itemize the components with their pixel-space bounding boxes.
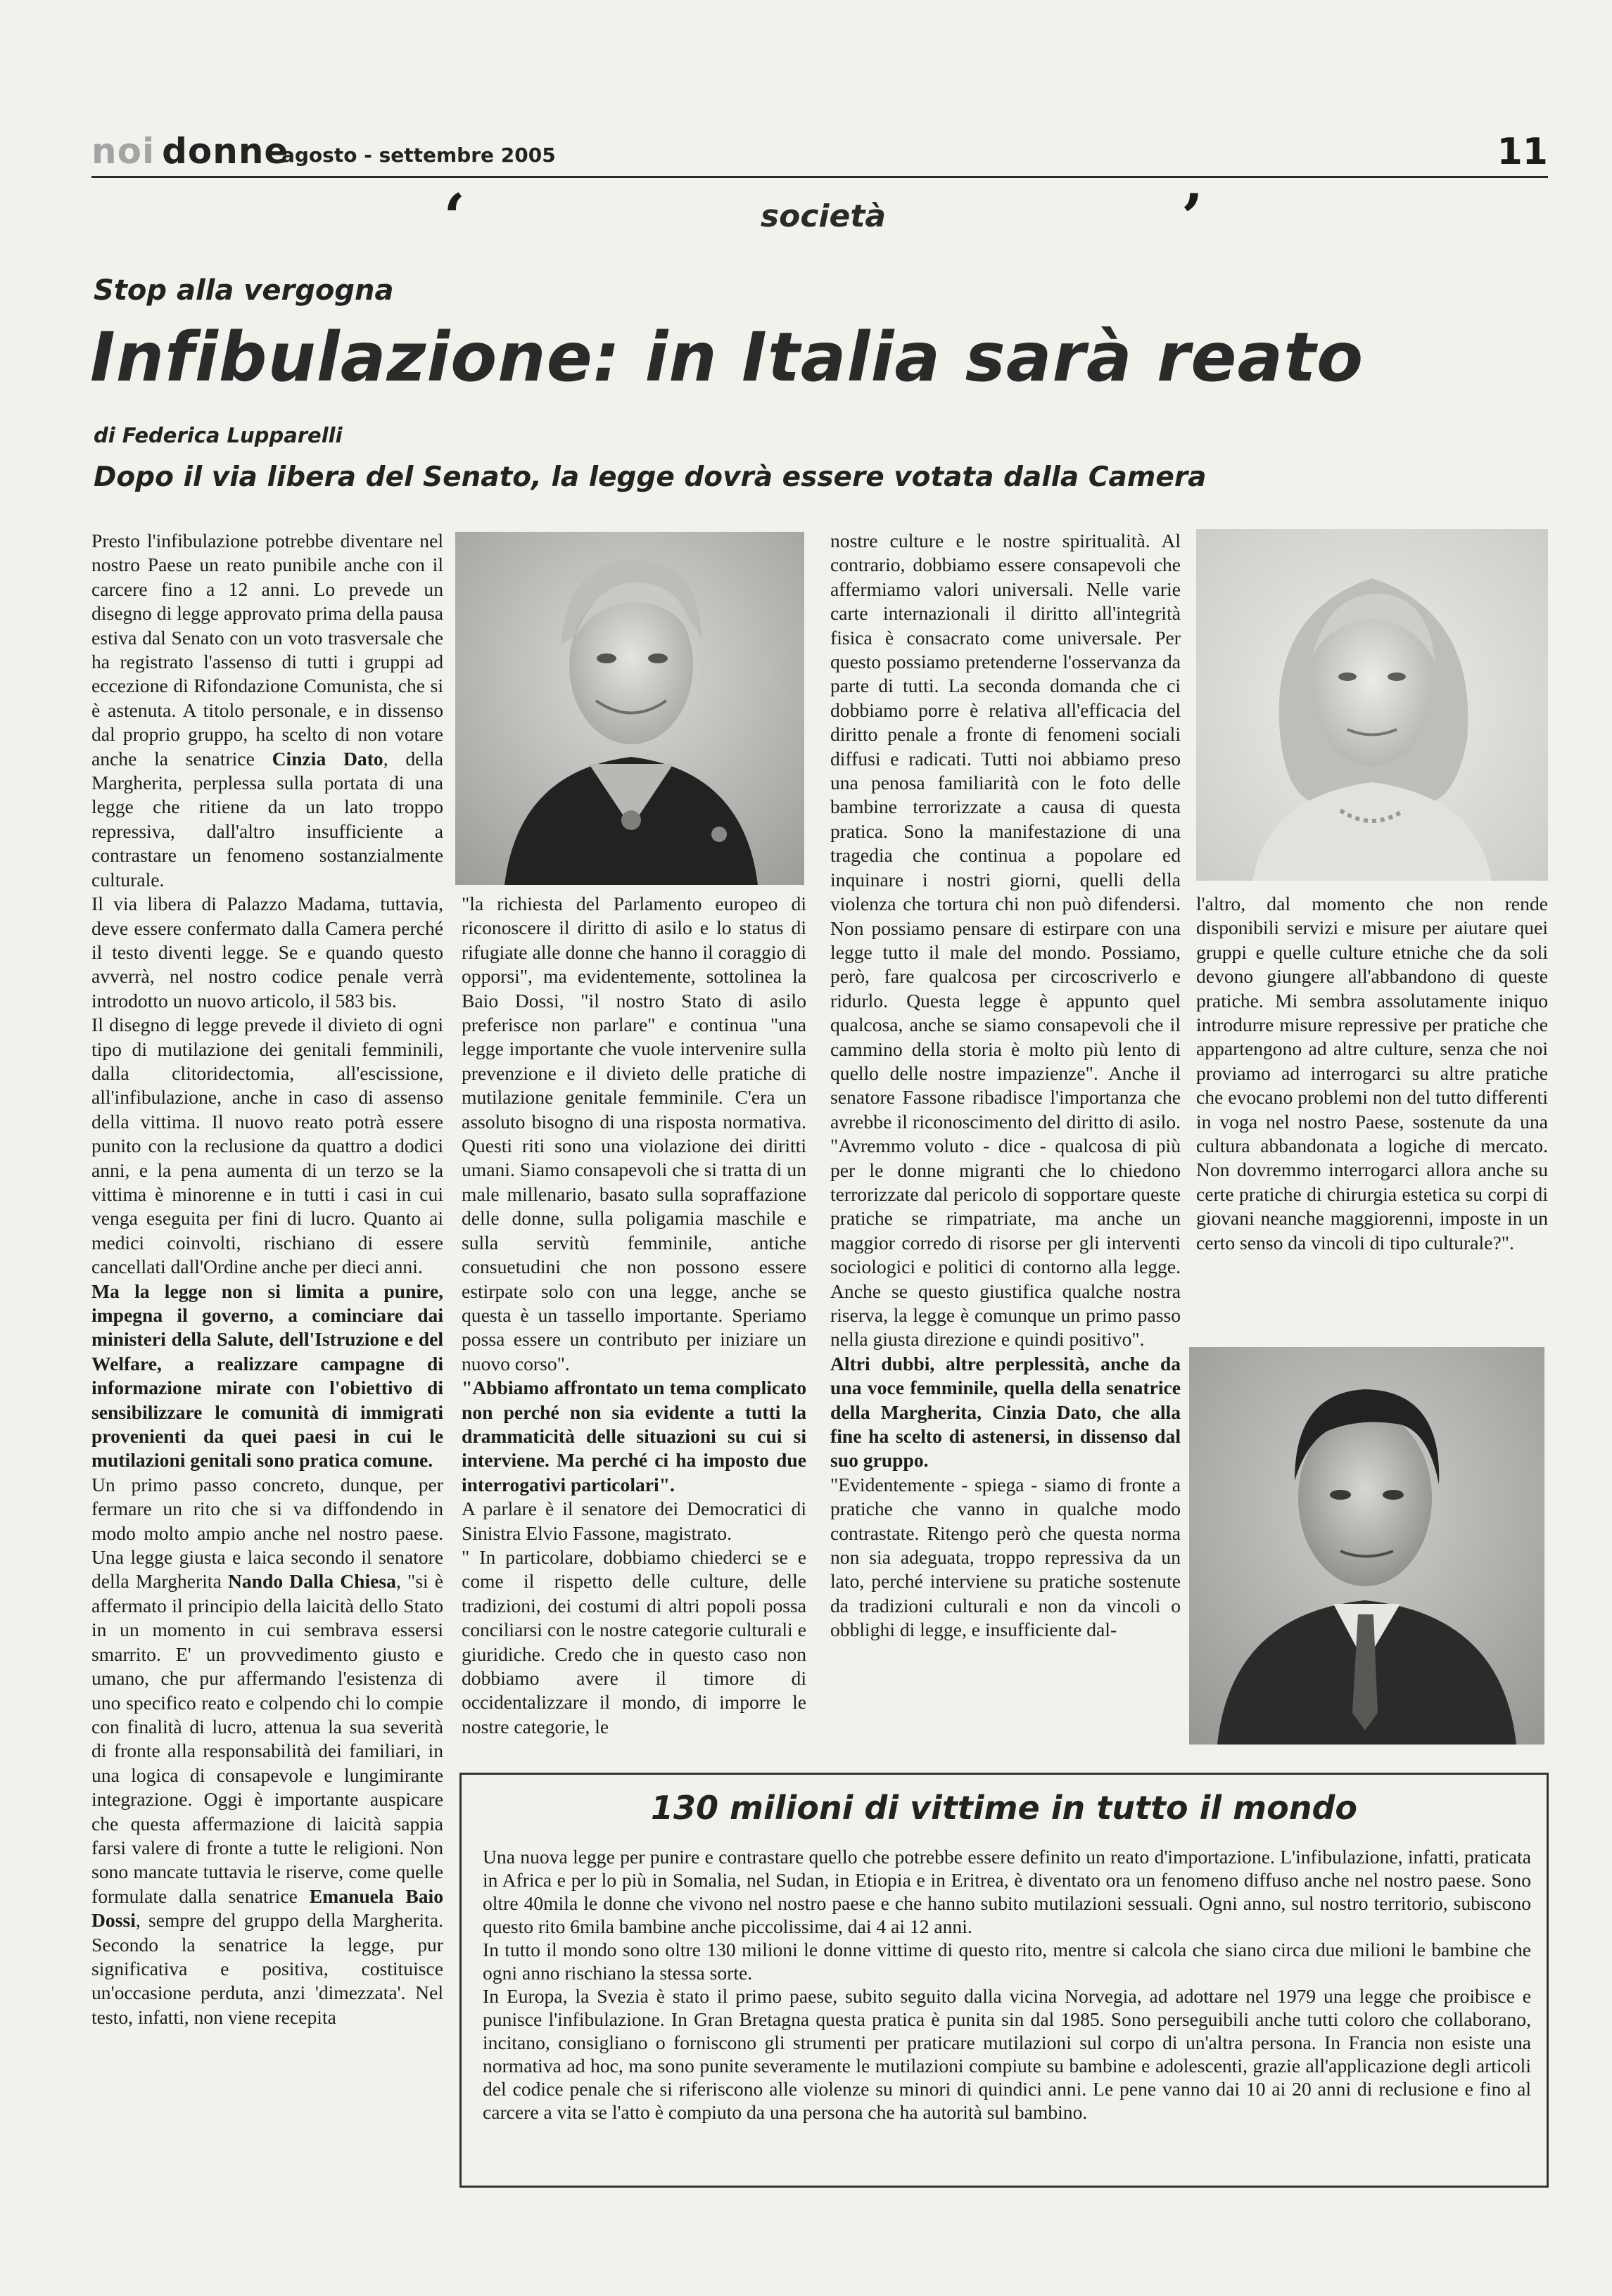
paragraph: [91, 529, 443, 892]
section-label: società: [760, 198, 887, 234]
page-number: 11: [1497, 131, 1548, 173]
brand-noi: noi: [91, 131, 156, 172]
paragraph: nostre culture e le nostre spiritualità. Al contrario, dobbiamo essere consapevoli che affermiamo valori universali. Nelle varie carte internazionali il diritto all'integrità fisica è consacrato come universale. Per questo possiamo pretenderne l'osservanza da parte di tutti. La seconda domanda che ci dobbiamo porre è relativa all'efficacia del diritto penale a fronte di fenomeni sociali diffusi e radicati. Tutti noi abbiamo preso una penosa familiarità con le foto delle bambine terrorizzate a causa di questa pratica. Sono la manifestazione di una tragedia che continua a popolare ed inquinare i nostri giorni, quelli della violenza che tortura chi non può difendersi. Non possiamo pensare di estirpare con una legge tutto il male del mondo. Possiamo, però, fare qualcosa per circoscriverlo e ridurlo. Questa legge è appunto quel qualcosa, anche se siamo consapevoli che il cammino della storia è molto più lento di quello delle nostre impazienze". Anche il senatore Fassone ribadisce l'importanza che avrebbe il riconoscimento del diritto di asilo. "Avremmo voluto - dice - qualcosa di più per le donne migranti che lo chiedono terrorizzate dal pericolo di sopportare queste pratiche se rimpatriate, ma anche un maggior corredo di risorse per gli interventi sociologici e politici di contorno alla legge. Anche se questo giustifica qualche nostra riserva, la legge è comunque un primo passo nella giusta direzione e quindi positivo".: [830, 530, 1181, 1351]
section-header: [443, 180, 1203, 255]
article-column-2: [462, 892, 806, 1739]
paragraph-bold: [830, 1352, 1181, 1473]
sidebar-body: [483, 1845, 1531, 2124]
article-column-1: [91, 529, 443, 2029]
photo-man-suit: [1189, 1347, 1544, 1745]
paragraph: Il disegno di legge prevede il divieto di ogni tipo di mutilazione dei genitali femminili, dalla clitoridectomia, all'escissione, all'infibulazione, anche in caso di assenso della vittima. Il nuovo reato potrà essere punito con la reclusione da quattro a dodici anni, e la pena aumenta di un terzo se la vittima è minorenne e in tutti i casi in cui venga eseguita per fini di lucro. Quanto ai medici coinvolti, rischiano di essere cancellati dall'Ordine anche per dieci anni.: [91, 1014, 443, 1278]
open-quote-ornament: ‘: [443, 180, 466, 255]
masthead: [91, 131, 1548, 173]
photo-portrait-2: [1196, 529, 1548, 881]
text-run: "Abbiamo affrontato un tema complicato non perché non sia evidente a tutti la drammaticità delle situazioni su cui si interviene. Ma perché ci ha imposto due interrogativi particolari".: [462, 1377, 806, 1495]
paragraph: In tutto il mondo sono oltre 130 milioni le donne vittime di questo rito, mentre si calcola che siano circa due milioni le bambine che ogni anno rischiano la stessa sorte.: [483, 1939, 1531, 1984]
text-run: Altri dubbi, altre perplessità, anche da una voce femminile, quella della senatrice della Margherita, Cinzia Dato, che alla fine ha scelto di astenersi, in dissenso dal suo gruppo.: [830, 1352, 1181, 1472]
text-run: Presto l'infibulazione potrebbe diventare nel nostro Paese un reato punibile anche con il carcere fino a 12 anni. Lo prevede un disegno di legge approvato prima della pausa estiva dal Senato con un voto trasversale che ha registrato l'assenso di tutti i gruppi ad eccezione di Rifondazione Comunista, che si è astenuta. A titolo personale, e in dissenso dal proprio gruppo, ha scelto di non votare anche la senatrice: [91, 530, 443, 770]
person-name: Cinzia Dato: [272, 747, 383, 770]
text-run: Un primo passo concreto, dunque, per fermare un rito che si va diffondendo in modo molto ampio anche nel nostro paese. Una legge giusta e laica secondo il senatore della Margherita: [91, 1473, 443, 1593]
person-name: Emanuela Baio Dossi: [91, 1884, 444, 1932]
article-headline: Infibulazione: in Italia sarà reato: [90, 318, 1364, 397]
paragraph: Il via libera di Palazzo Madama, tuttavia, deve essere confermato dalla Camera perché il testo diventi legge. Se e quando questo avverrà, nel nostro codice penale verrà introdotto un nuovo articolo, il 583 bis.: [91, 893, 443, 1012]
sidebar-box: [459, 1773, 1549, 2188]
text-run: Ma la legge non si limita a punire, impegna il governo, a cominciare dai ministeri della Salute, dell'Istruzione e del Welfare, a realizzare campagne di informazione mirate con l'obiettivo di sensibilizzare le comunità di immigrati provenienti da quei paesi in cui le mutilazioni genitali sono pratica comune.: [91, 1280, 443, 1472]
photo-portrait-3: [1189, 1347, 1544, 1745]
paragraph-bold: [91, 1280, 443, 1473]
sidebar-title: 130 milioni di vittime in tutto il mondo: [651, 1789, 1357, 1827]
issue-date: agosto - settembre 2005: [281, 144, 556, 167]
article-kicker: Stop alla vergogna: [94, 274, 394, 307]
paragraph: l'altro, dal momento che non rende disponibili servizi e misure per aiutare quei gruppi e quelle culture etniche che da soli devono giungere all'abbandono di queste pratiche. Mi sembra assolutamente iniquo introdurre misure repressive per pratiche che appartengono ad altre culture, senza che noi proviamo ad interrogarci su altre pratiche che evocano problemi non del tutto differenti in voga nel nostro Paese, sostenute da una cultura abbandonata a logiche di mercato. Non dovremmo interrogarci allora anche su certe pratiche di chirurgia estetica su corpi di giovani neanche maggiorenni, imposte in un certo senso da vincoli di tipo culturale?".: [1196, 893, 1548, 1254]
brand-donne: donne: [162, 131, 289, 172]
article-byline: di Federica Lupparelli: [94, 423, 343, 447]
publication-logo: [91, 131, 288, 172]
text-run: , "si è affermato il principio della laicità dello Stato in un momento in cui sembrava essersi smarrito. E' un provvedimento giusto e umano, che pur affermando l'esistenza di uno specifico reato e colpendo chi lo compie con finalità di lucro, attenua la sua severità di fronte alla responsabilità dei familiari, in una logica di consapevole e lungimirante integrazione. Oggi è importante auspicare che questa affermazione di laicità sappia farsi valere di fronte a tutte le religioni. Non sono mancate tuttavia le riserve, come quelle formulate dalla senatrice: [91, 1570, 443, 1907]
paragraph-bold: [462, 1376, 806, 1497]
paragraph: "Evidentemente - spiega - siamo di fronte a pratiche che vanno in qualche modo contrastate. Ritengo però che questa norma non sia adeguata, troppo repressiva da un lato, perché interviene su pratiche sostenute da tradizioni culturali e non da vincoli o obblighi di legge, e insufficiente dal-: [830, 1473, 1181, 1641]
article-subhead: Dopo il via libera del Senato, la legge dovrà essere votata dalla Camera: [94, 461, 1207, 493]
close-quote-ornament: ’: [1181, 180, 1203, 255]
text-run: , della Margherita, perplessa sulla portata di una legge che ritiene da un lato troppo repressiva, dall'altro insufficiente a contrastare un fenomeno sostanzialmente culturale.: [91, 747, 444, 891]
paragraph: In Europa, la Svezia è stato il primo paese, subito seguito dalla vicina Norvegia, ad adottare nel 1979 una legge che proibisce e punisce l'infibulazione. In Gran Bretagna questa pratica è punita sin dal 1985. Sono perseguibili anche tutti coloro che collaborano, incitano, consigliano o forniscono gli strumenti per praticare mutilazioni sul corpo di un'altra persona. In Francia non esiste una normativa ad hoc, ma sono punite severamente le mutilazioni compiute su bambine e adolescenti, grazie all'applicazione degli articoli del codice penale che si riferiscono alle violenze su minori di quindici anni. Le pene vanno dai 10 ai 20 anni di reclusione e fino al carcere a vita se l'atto è compiuto da una persona che ha autorità sul bambino.: [483, 1985, 1531, 2123]
paragraph: " In particolare, dobbiamo chiederci se e come il rispetto delle culture, delle tradizioni, dei costumi di altri popoli possa conciliarsi con le nostre categorie culturali e giuridiche. Credo che in questo caso non dobbiamo avere il timore di occidentalizzare il mondo, di imporre le nostre categorie, le: [462, 1545, 806, 1737]
article-column-3: [830, 529, 1181, 1643]
paragraph: "la richiesta del Parlamento europeo di riconoscere il diritto di asilo e lo status di rifugiate alle donne che hanno il coraggio di opporsi", ma evidentemente, sottolinea la Baio Dossi, "il nostro Stato di asilo preferisce non parlare" e continua "una legge importante che vuole intervenire sulla prevenzione e il divieto delle pratiche di mutilazione genitale femminile. C'era un assoluto bisogno di una risposta normativa. Questi riti sono una violazione dei diritti umani. Siamo consapevoli che si tratta di un male millenario, basato sulla sopraffazione delle donne, sulla poligamia maschile e sulla servitù femminile, antiche consuetudini che non possono essere estirpate solo con una legge, anche se questa è un tassello importante. Speriamo possa essere un contributo per iniziare un nuovo corso".: [462, 893, 806, 1375]
photo-woman-blonde: [1196, 529, 1548, 881]
person-name: Nando Dalla Chiesa: [227, 1570, 396, 1593]
article-column-4: [1196, 892, 1548, 1255]
text-run: , sempre del gruppo della Margherita. Secondo la senatrice la legge, pur significativa e positiva, costituisce un'occasione perduta, anzi 'dimezzata'. Nel testo, infatti, non viene recepita: [91, 1909, 443, 2028]
paragraph: A parlare è il senatore dei Democratici di Sinistra Elvio Fassone, magistrato.: [462, 1498, 806, 1544]
paragraph: Una nuova legge per punire e contrastare quello che potrebbe essere definito un reato d'importazione. L'infibulazione, infatti, praticata in Africa e per lo più in Somalia, nel Sudan, in Etiopia e in Eritrea, è diventato ora un fenomeno diffuso anche nel nostro paese. Sono oltre 40mila le donne che vivono nel nostro paese e che hanno subito mutilazioni sessuali. Ogni anno, sul nostro territorio, subiscono questo rito 6mila bambine anche piccolissime, dai 4 ai 12 anni.: [483, 1846, 1531, 1937]
paragraph: [91, 1473, 443, 2029]
masthead-rule: [91, 176, 1548, 178]
photo-woman-short-hair: [455, 532, 804, 885]
photo-portrait-1: [455, 532, 804, 885]
